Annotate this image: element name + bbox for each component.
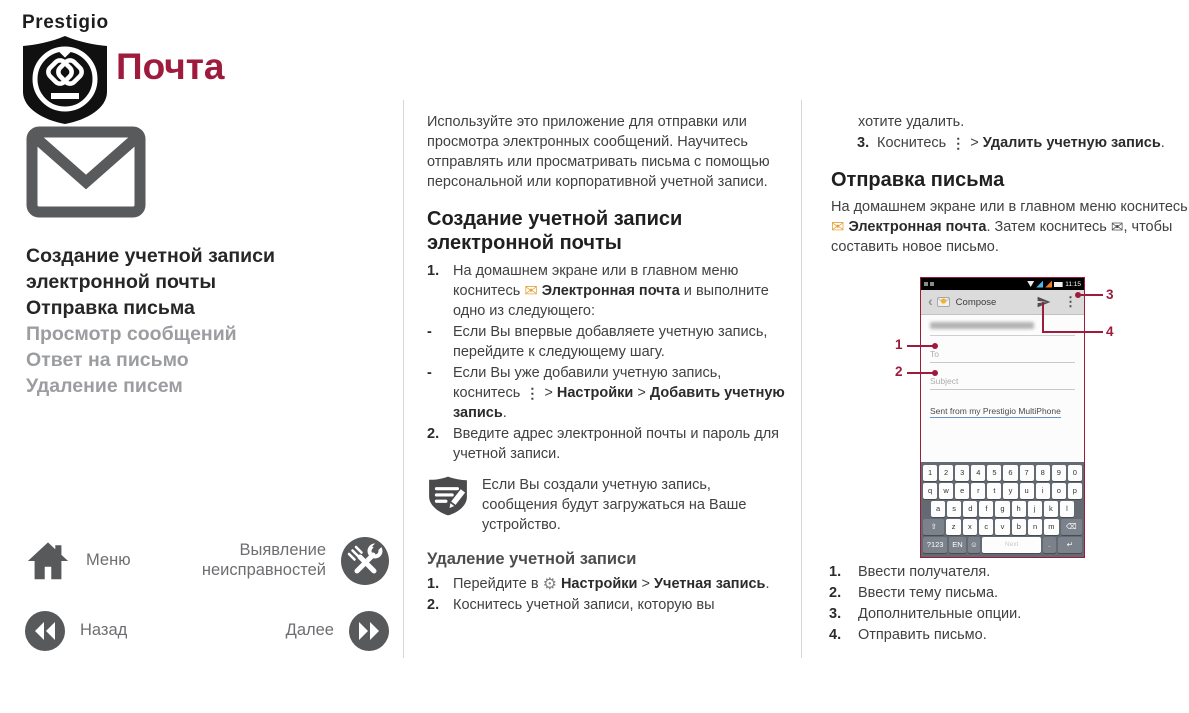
from-field[interactable] [930,322,1075,336]
note-icon [427,475,469,517]
key[interactable]: 0 [1068,465,1082,481]
callout-1-dot [932,343,938,349]
key[interactable]: o [1052,483,1066,499]
key[interactable]: ⌫ [1061,519,1082,535]
mail-app-icon [26,126,146,218]
next-button[interactable] [286,610,390,652]
key[interactable]: 3 [955,465,969,481]
key[interactable]: u [1020,483,1034,499]
key[interactable]: ⇧ [923,519,944,535]
step: 2. Коснитесь учетной записи, которую вы [427,596,715,613]
phone-screenshot [920,277,1085,558]
usb-icon [924,282,928,286]
callout-1: 1 [895,337,903,352]
signal-icon [1036,281,1043,288]
callout-3-line [1080,294,1103,296]
intro-paragraph: Используйте это приложение для отправки или просмотра электронных сообщений. Научитесь отправлять или просматривать письма с помощью персональной или корпоративной учетной записи. [427,114,770,190]
page-title: Почта [116,46,225,87]
back-chevron-icon[interactable] [928,293,933,311]
keyboard-row [923,465,1082,481]
key[interactable]: c [979,519,993,535]
key[interactable]: 4 [971,465,985,481]
key[interactable]: g [995,501,1009,517]
toc [26,243,362,399]
legend-item: 2. Ввести тему письма. [829,585,999,602]
callout-2-line [907,372,934,374]
send-mail-paragraph: На домашнем экране или в главном меню коснитесь ✉ Электронная почта. Затем коснитесь ✉, чтобы составить новое письмо. [831,199,1188,256]
keyboard-row [923,519,1082,535]
key[interactable]: w [939,483,953,499]
mail-icon: ✉ [524,282,538,300]
key[interactable]: ↵ [1058,537,1082,553]
key[interactable]: 9 [1052,465,1066,481]
dots-icon: ⋮ [525,384,540,401]
key[interactable]: t [987,483,1001,499]
key[interactable]: z [946,519,960,535]
key[interactable]: r [971,483,985,499]
appbar-title: Compose [955,296,997,308]
key[interactable]: 1 [923,465,937,481]
back-icon [24,610,66,652]
continuation-line: хотите удалить. [858,114,965,130]
key[interactable]: 5 [987,465,1001,481]
step: 1. Перейдите в ⚙ Настройки > Учетная запись. [427,575,770,593]
key[interactable]: 7 [1020,465,1034,481]
step: 1. На домашнем экране или в главном меню коснитесь ✉ Электронная почта и выполните одно из следующего: [427,262,769,319]
status-time: 11:15 [1065,280,1081,288]
key[interactable]: s [947,501,961,517]
send-icon [1037,296,1051,308]
step: 2. Введите адрес электронной почты и пароль для учетной записи. [427,425,780,462]
signal2-icon [1045,281,1052,288]
key[interactable]: 2 [939,465,953,481]
step: - Если Вы впервые добавляете учетную запись, перейдите к следующему шагу. [427,323,768,360]
toc-item[interactable]: Ответ на письмо [26,349,189,371]
key[interactable]: 8 [1036,465,1050,481]
key[interactable]: n [1028,519,1042,535]
notification-icon [930,282,934,286]
callout-4: 4 [1106,324,1114,339]
key[interactable]: . [1043,537,1056,553]
tools-icon [340,536,390,586]
column-divider [801,100,802,658]
back-button[interactable] [24,610,127,652]
section-title-send-mail: Отправка письма [831,169,1005,191]
key[interactable]: ☺ [968,537,981,553]
step: 3. Коснитесь ⋮ > Удалить учетную запись. [857,135,1165,151]
back-label: Назад [80,621,128,640]
compose-form [921,315,1084,462]
note-text: Если Вы создали учетную запись, сообщения будут загружаться на Ваше устройство. [482,476,747,533]
key[interactable]: ?123 [923,537,947,553]
mail-icon: ✉ [831,219,845,237]
legend-item: 3. Дополнительные опции. [829,606,1022,623]
key[interactable]: x [963,519,977,535]
phone-keyboard [921,462,1084,557]
key[interactable]: e [955,483,969,499]
callout-3: 3 [1106,287,1114,302]
keyboard-row [923,537,1082,553]
key[interactable]: l [1060,501,1074,517]
battery-icon [1054,282,1063,287]
step: - Если Вы уже добавили учетную запись, коснитесь ⋮ > Настройки > Добавить учетную запись. [427,364,785,421]
column-divider [403,100,404,658]
keyboard-row [923,483,1082,499]
key[interactable]: Next [982,537,1040,553]
key[interactable]: f [979,501,993,517]
next-icon [348,610,390,652]
key[interactable]: p [1068,483,1082,499]
callout-4-vline [1042,302,1044,333]
prestigio-logo-icon [20,34,110,126]
legend-item: 1. Ввести получателя. [829,564,991,580]
compose-icon: ✉ [1110,219,1124,237]
callout-2: 2 [895,364,903,379]
next-label: Далее [285,621,334,640]
key[interactable]: 6 [1003,465,1017,481]
signature-text: Sent from my Prestigio MultiPhone [930,406,1061,416]
prestigio-logo-text: Prestigio [22,12,109,33]
key[interactable]: q [923,483,937,499]
to-field[interactable]: To [930,349,1075,363]
toc-item[interactable]: Просмотр сообщений [26,323,237,345]
legend-list [829,562,1174,646]
redacted-email [930,322,1034,329]
key[interactable]: y [1003,483,1017,499]
phone-status-bar [921,278,1084,290]
phone-appbar [921,290,1084,315]
toc-item[interactable]: Отправка письма [26,297,195,319]
key[interactable]: i [1036,483,1050,499]
key[interactable]: m [1044,519,1058,535]
menu-button[interactable] [24,538,131,584]
legend-item: 4. Отправить письмо. [829,627,987,644]
keyboard-row [923,501,1082,517]
key[interactable]: h [1012,501,1026,517]
column-right [831,112,1189,257]
column-middle [427,108,785,616]
menu-label: Меню [86,551,131,570]
key[interactable]: b [1012,519,1026,535]
key[interactable]: EN [949,537,965,553]
toc-item[interactable]: Удаление писем [26,375,183,397]
callout-1-line [907,345,934,347]
troubleshoot-label: Выявление неисправностей [201,541,326,579]
troubleshoot-button[interactable] [198,536,390,586]
toc-item[interactable]: Создание учетной записи электронной почты [26,245,275,293]
key[interactable]: v [995,519,1009,535]
dots-icon: ⋮ [951,135,966,151]
subject-field[interactable]: Subject [930,376,1075,390]
callout-2-dot [932,370,938,376]
section-title-create-account: Создание учетной записи электронной почты [427,208,683,255]
mail-icon [937,297,950,307]
key[interactable]: a [931,501,945,517]
note-box [427,475,785,535]
callout-4-line [1042,331,1103,333]
key[interactable]: j [1028,501,1042,517]
send-button[interactable] [1037,296,1051,308]
wifi-icon [1027,281,1034,287]
gear-icon: ⚙ [542,575,557,593]
footer-nav [24,536,390,652]
key[interactable]: d [963,501,977,517]
section-title-delete-account: Удаление учетной записи [427,549,637,568]
key[interactable]: k [1044,501,1058,517]
home-icon [24,538,72,584]
